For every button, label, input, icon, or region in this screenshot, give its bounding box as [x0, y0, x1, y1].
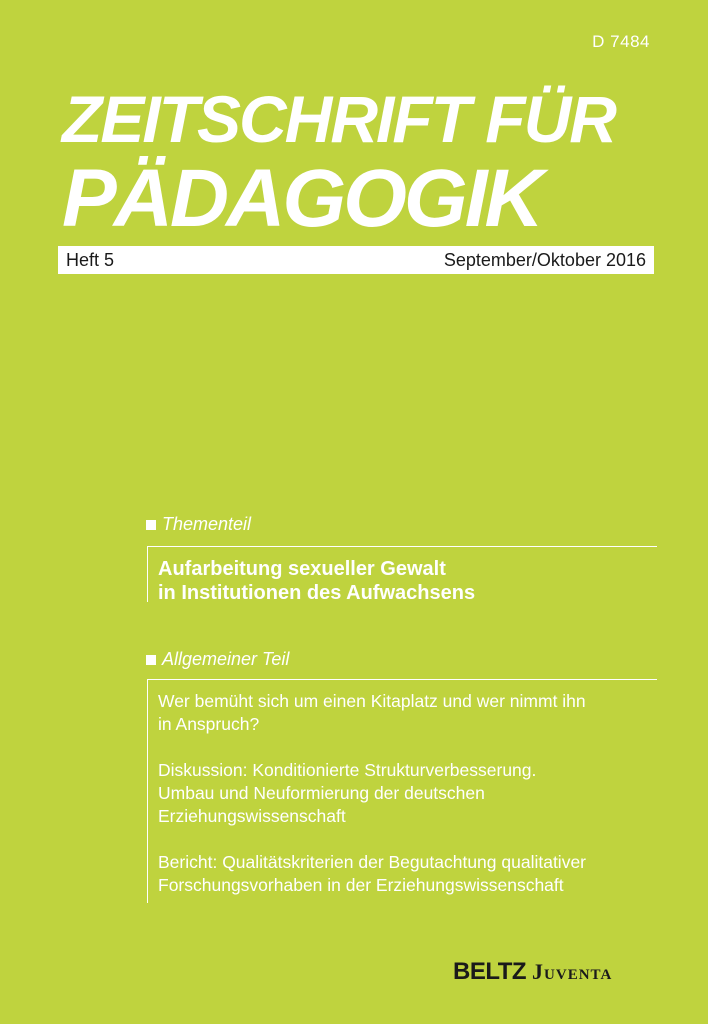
journal-title-line1: ZEITSCHRIFT FÜR [62, 82, 615, 156]
divider [147, 546, 657, 547]
theme-section-heading [146, 514, 251, 535]
list-item-line: Diskussion: Konditionierte Strukturverbesserung. [158, 760, 537, 780]
theme-title-line: in Institutionen des Aufwachsens [158, 582, 476, 604]
publisher-logo [453, 958, 612, 986]
theme-title-line: Aufarbeitung sexueller Gewalt [158, 558, 446, 580]
issue-date: September/Oktober 2016 [443, 249, 646, 270]
square-bullet-icon [146, 520, 156, 530]
list-item-line: Wer bemüht sich um einen Kitaplatz und wer nimmt ihn [158, 691, 586, 711]
journal-title-line2: PÄDAGOGIK [62, 153, 541, 244]
divider-vertical [147, 546, 148, 602]
list-item [158, 851, 668, 897]
list-item [158, 759, 668, 828]
divider-vertical [147, 679, 148, 903]
list-item-line: Bericht: Qualitätskriterien der Begutachtung qualitativer [158, 852, 587, 872]
general-article-list [158, 690, 668, 920]
list-item-line: in Anspruch? [158, 714, 260, 734]
theme-title [158, 557, 475, 605]
divider [147, 679, 657, 680]
list-item-line: Forschungsvorhaben in der Erziehungswissenschaft [158, 875, 564, 895]
general-section-heading [146, 649, 289, 670]
list-item-line: Umbau und Neuformierung der deutschen [158, 783, 485, 803]
publisher-name-beltz: BELTZ [453, 958, 527, 985]
list-item [158, 690, 668, 736]
general-section-label: Allgemeiner Teil [162, 649, 290, 669]
theme-section-label: Thementeil [162, 514, 252, 534]
catalog-code: D 7484 [592, 32, 650, 51]
issue-bar [58, 246, 654, 274]
list-item-line: Erziehungswissenschaft [158, 806, 346, 826]
publisher-name-juventa: Juventa [532, 959, 613, 984]
square-bullet-icon [146, 655, 156, 665]
issue-number: Heft 5 [66, 249, 115, 270]
